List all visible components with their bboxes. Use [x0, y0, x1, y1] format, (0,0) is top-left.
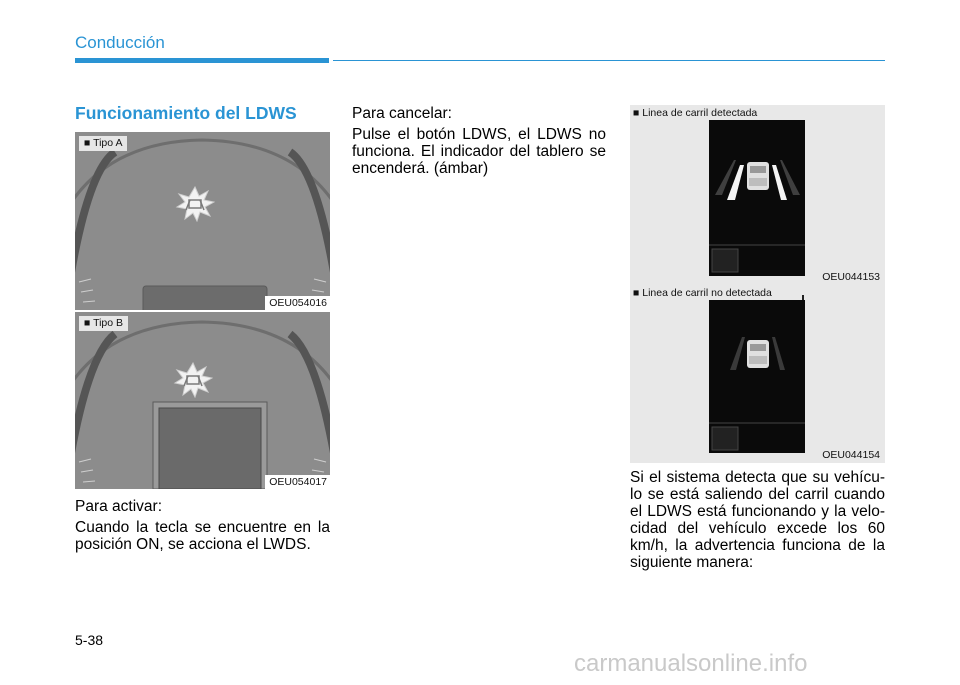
figure-label-type-b: ■ Tipo B: [79, 316, 128, 331]
figure-lane-not-detected: [630, 285, 885, 463]
page-number: 5-38: [75, 632, 104, 648]
figure-code-type-a: OEU054016: [265, 296, 330, 310]
figure-code-lane-not-detected: OEU044154: [818, 448, 883, 462]
cluster-b-illustration: [75, 312, 330, 489]
page-header-title: Conducción: [75, 33, 165, 52]
cancel-text: Pulse el botón LDWS, el LDWS no funciona. El indicador del tablero se encenderá. (ámbar): [352, 126, 606, 177]
figure-label-lane-detected: ■ Linea de carril detectada: [633, 107, 758, 119]
header-rule-thick: [75, 58, 329, 63]
figure-code-type-b: OEU054017: [265, 475, 330, 489]
activate-text: Cuando la tecla se encuentre en la posición ON, se acciona el LWDS.: [75, 519, 330, 553]
figure-lane-detected: [630, 105, 885, 285]
cancel-title: Para cancelar:: [352, 105, 452, 122]
section-heading: Funcionamiento del LDWS: [75, 103, 297, 123]
figure-code-lane-detected: OEU044153: [818, 270, 883, 284]
lane-not-detected-display: [630, 285, 885, 463]
header-rule-thin: [333, 60, 885, 61]
lane-detected-display: [630, 105, 885, 285]
figure-label-lane-not-detected: ■ Linea de carril no detectada: [633, 287, 772, 299]
lane-warning-icon-b: [173, 362, 213, 398]
watermark: carmanualsonline.info: [574, 650, 808, 677]
activate-title: Para activar:: [75, 498, 163, 515]
system-warning-text: Si el sistema detecta que su vehícu-lo se está saliendo del carril cuando el LDWS está funcionando y la velo-cidad del vehículo excede los 60 km/h, la advertencia funciona de la siguiente manera:: [630, 469, 885, 571]
lane-warning-icon: [175, 186, 215, 222]
cluster-figure-type-a: [75, 132, 330, 310]
figure-label-type-a: ■ Tipo A: [79, 136, 127, 151]
cluster-figure-type-b: [75, 312, 330, 489]
